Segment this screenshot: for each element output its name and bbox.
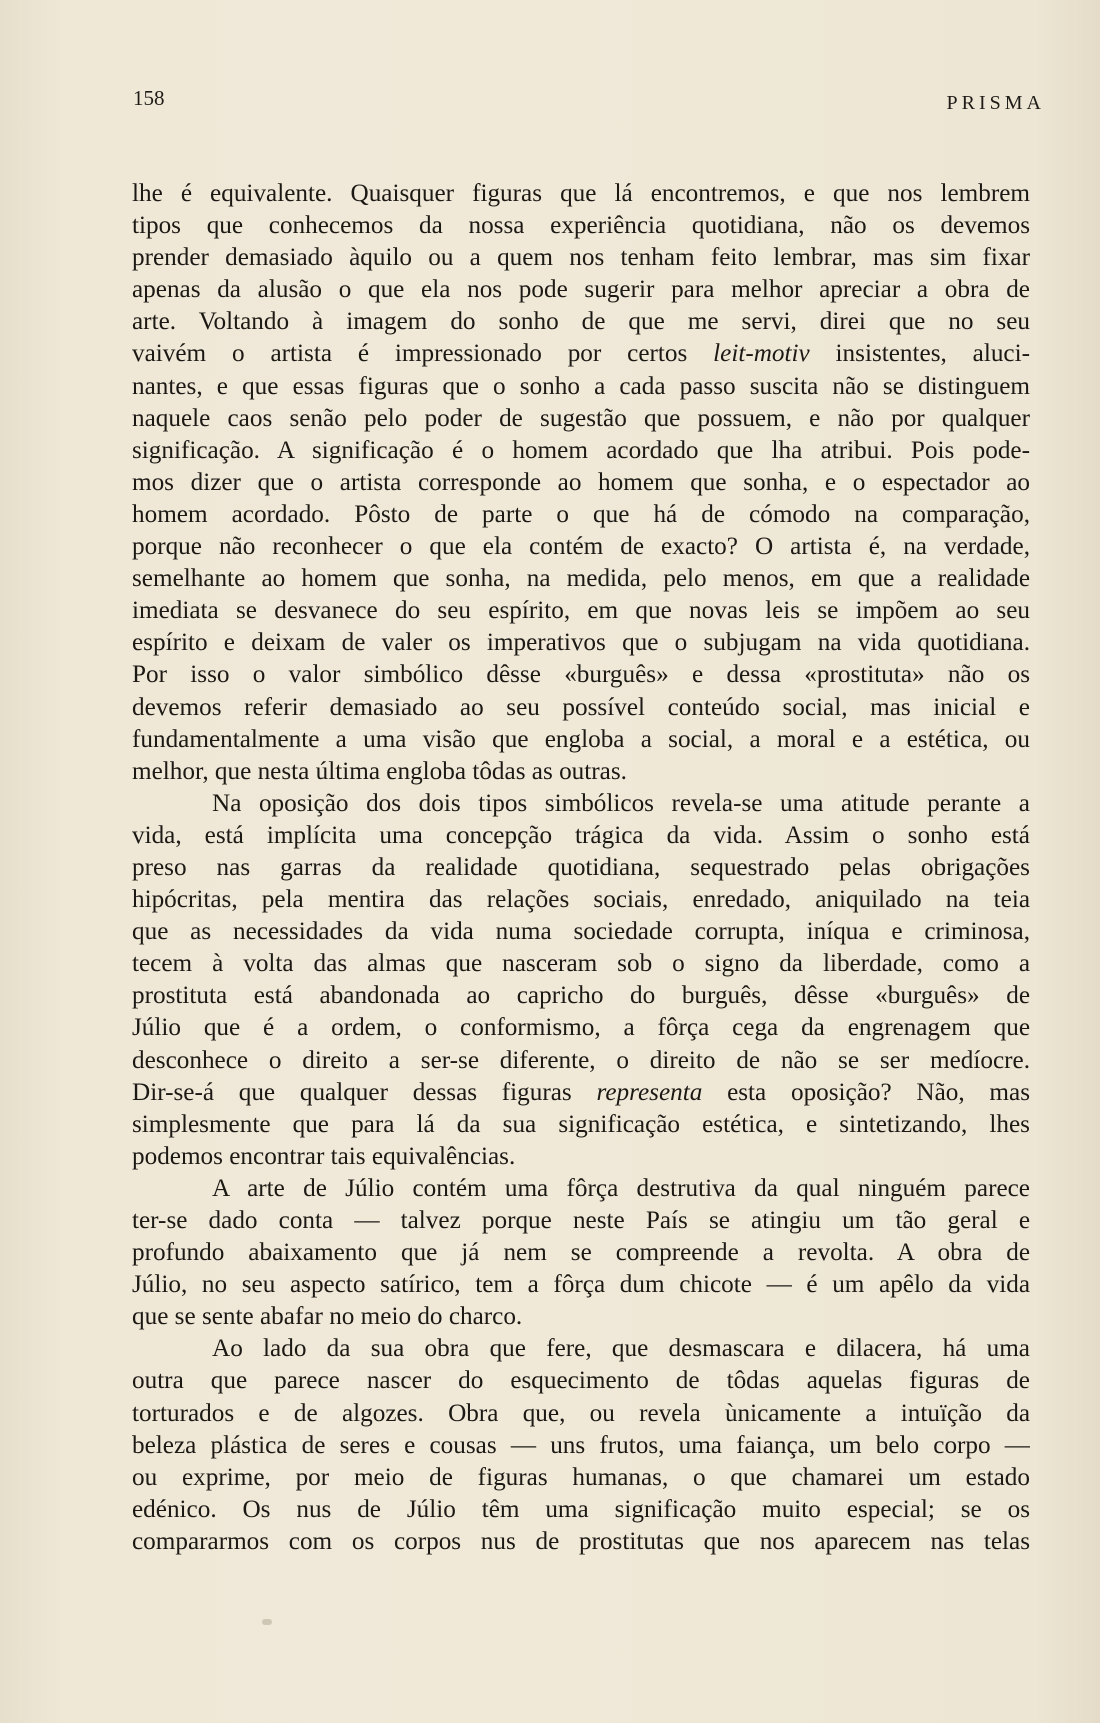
text-line: mos dizer que o artista corresponde ao homem que sonha, e o espectador ao bbox=[132, 468, 1030, 496]
text-line: simplesmente que para lá da sua significação estética, e sintetizando, lhes bbox=[132, 1110, 1030, 1138]
paragraph bbox=[132, 1333, 1030, 1558]
text-line: prender demasiado àquilo ou a quem nos tenham feito lembrar, mas sim fixar bbox=[132, 244, 1030, 272]
text-line: semelhante ao homem que sonha, na medida, pelo menos, em que a realidade bbox=[132, 565, 1030, 593]
text-line: edénico. Os nus de Júlio têm uma significação muito especial; se os bbox=[132, 1495, 1030, 1523]
text-line: vida, está implícita uma concepção trágica da vida. Assim o sonho está bbox=[132, 821, 1030, 849]
text-line: compararmos com os corpos nus de prostitutas que nos aparecem nas telas bbox=[132, 1527, 1030, 1555]
paragraph bbox=[132, 178, 1030, 788]
text-line: Ao lado da sua obra que fere, que desmascara e dilacera, há uma bbox=[212, 1335, 1030, 1363]
text-line: desconhece o direito a ser-se diferente, o direito de não se ser medíocre. bbox=[132, 1046, 1030, 1074]
text-line: ou exprime, por meio de figuras humanas, o que chamarei um estado bbox=[132, 1463, 1030, 1491]
text-line: profundo abaixamento que já nem se compreende a revolta. A obra de bbox=[132, 1239, 1030, 1267]
text-line: homem acordado. Pôsto de parte o que há de cómodo na comparação, bbox=[132, 500, 1030, 528]
text-line: arte. Voltando à imagem do sonho de que me servi, direi que no seu bbox=[132, 308, 1030, 336]
text-line: A arte de Júlio contém uma fôrça destrutiva da qual ninguém parece bbox=[212, 1174, 1030, 1202]
text-line: prostituta está abandonada ao capricho do burguês, dêsse «burguês» de bbox=[132, 982, 1030, 1010]
text-line: espírito e deixam de valer os imperativos que o subjugam na vida quotidiana. bbox=[132, 629, 1030, 657]
text-line: imediata se desvanece do seu espírito, em que novas leis se impõem ao seu bbox=[132, 597, 1030, 625]
text-line: preso nas garras da realidade quotidiana, sequestrado pelas obrigações bbox=[132, 853, 1030, 881]
text-line: Júlio, no seu aspecto satírico, tem a fôrça dum chicote — é um apêlo da vida bbox=[132, 1271, 1030, 1299]
text-line: melhor, que nesta última engloba tôdas as outras. bbox=[132, 757, 627, 785]
paragraph bbox=[132, 1173, 1030, 1333]
text-line: Por isso o valor simbólico dêsse «burguês» e dessa «prostituta» não os bbox=[132, 661, 1030, 689]
text-line: torturados e de algozes. Obra que, ou revela ùnicamente a intuïção da bbox=[132, 1399, 1030, 1427]
text-line: tipos que conhecemos da nossa experiência quotidiana, não os devemos bbox=[132, 212, 1030, 240]
paper-speck bbox=[262, 1619, 272, 1625]
paragraph bbox=[132, 788, 1030, 1173]
text-line: Júlio que é a ordem, o conformismo, a fôrça cega da engrenagem que bbox=[132, 1014, 1030, 1042]
text-line: fundamentalmente a uma visão que engloba a social, a moral e a estética, ou bbox=[132, 725, 1030, 753]
text-line: nantes, e que essas figuras que o sonho a cada passo suscita não se distinguem bbox=[132, 372, 1030, 400]
text-line: que se sente abafar no meio do charco. bbox=[132, 1303, 523, 1331]
text-line: tecem à volta das almas que nasceram sob o signo da liberdade, como a bbox=[132, 950, 1030, 978]
text-line: Dir-se-á que qualquer dessas figuras representa esta oposição? Não, mas bbox=[132, 1078, 1030, 1106]
text-line: hipócritas, pela mentira das relações sociais, enredado, aniquilado na teia bbox=[132, 886, 1030, 914]
running-head bbox=[133, 82, 1045, 122]
text-line: que as necessidades da vida numa sociedade corrupta, iníqua e criminosa, bbox=[132, 918, 1030, 946]
text-line: porque não reconhecer o que ela contém de exacto? O artista é, na verdade, bbox=[132, 533, 1030, 561]
text-line: vaivém o artista é impressionado por certos leit-motiv insistentes, aluci- bbox=[132, 340, 1030, 368]
text-line: lhe é equivalente. Quaisquer figuras que lá encontremos, e que nos lembrem bbox=[132, 180, 1030, 207]
text-line: beleza plástica de seres e cousas — uns frutos, uma faiança, um belo corpo — bbox=[132, 1431, 1030, 1459]
body-text bbox=[132, 178, 1030, 1558]
text-line: podemos encontrar tais equivalências. bbox=[132, 1142, 516, 1170]
text-line: ter-se dado conta — talvez porque neste País se atingiu um tão geral e bbox=[132, 1207, 1030, 1234]
journal-title: PRISMA bbox=[946, 92, 1045, 114]
page-number: 158 bbox=[133, 86, 165, 110]
text-line: devemos referir demasiado ao seu possível conteúdo social, mas inicial e bbox=[132, 693, 1030, 721]
text-line: Na oposição dos dois tipos simbólicos revela-se uma atitude perante a bbox=[212, 789, 1030, 817]
text-line: significação. A significação é o homem acordado que lha atribui. Pois pode- bbox=[132, 436, 1030, 464]
text-line: apenas da alusão o que ela nos pode sugerir para melhor apreciar a obra de bbox=[132, 276, 1030, 304]
text-line: outra que parece nascer do esquecimento de tôdas aquelas figuras de bbox=[132, 1367, 1030, 1395]
text-line: naquele caos senão pelo poder de sugestão que possuem, e não por qualquer bbox=[132, 404, 1030, 432]
